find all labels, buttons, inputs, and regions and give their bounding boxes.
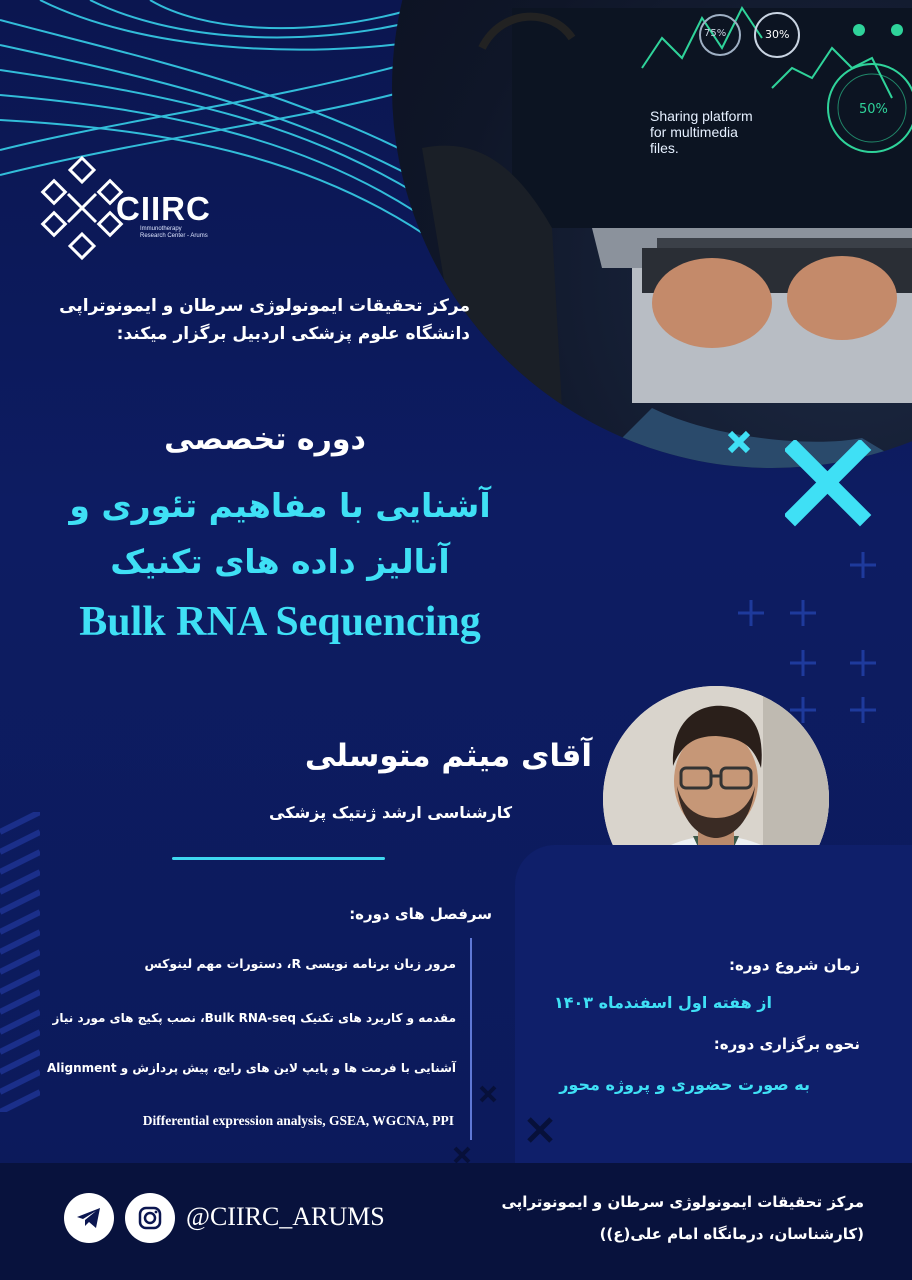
syllabus-rule	[470, 938, 472, 1140]
gauge-label-2: 30%	[765, 28, 790, 41]
start-label: زمان شروع دوره:	[729, 956, 860, 974]
course-title-line-2: آنالیز داده های تکنیک	[110, 542, 450, 581]
course-title-line-1: آشنایی با مفاهیم تئوری و	[69, 486, 491, 525]
small-x-icon	[725, 425, 785, 465]
hero-screen-text: Sharing platform for multimedia files.	[650, 108, 753, 156]
footer-org-line-1: مرکز تحقیقات ایمونولوژی سرطان و ایمونوتراپی	[501, 1193, 864, 1211]
course-label: دوره تخصصی	[164, 422, 366, 457]
organizer-line-2: دانشگاه علوم پزشکی اردبیل برگزار میکند:	[116, 324, 470, 344]
hero-photo	[392, 0, 912, 468]
small-x-icon-4	[452, 1145, 472, 1165]
organizer-text	[0, 292, 470, 348]
ciirc-logo	[38, 154, 238, 264]
instructor-name: آقای میثم متوسلی	[304, 738, 592, 774]
large-x-icon	[785, 440, 875, 530]
syllabus-item: مقدمه و کاربرد های تکنیک Bulk RNA-seq، نصب پکیج های مورد نیاز	[52, 1011, 456, 1025]
format-label: نحوه برگزاری دوره:	[713, 1035, 860, 1053]
logo-emblem-icon	[38, 154, 128, 262]
footer-org-line-2: (کارشناسان، درمانگاه امام علی(ع))	[599, 1225, 864, 1243]
logo-subtitle: Immunotherapy Research Center - Arums	[140, 226, 208, 239]
syllabus-heading: سرفصل های دوره:	[349, 905, 492, 923]
organizer-line-1: مرکز تحقیقات ایمونولوژی سرطان و ایمونوتراپی	[59, 296, 470, 316]
course-title-english: Bulk RNA Sequencing	[79, 599, 481, 645]
footer-org	[444, 1186, 864, 1250]
gauge-label-3: 50%	[859, 102, 888, 117]
instructor-degree: کارشناسی ارشد ژنتیک پزشکی	[269, 803, 512, 822]
social-handle[interactable]: @CIIRC_ARUMS	[186, 1202, 385, 1231]
syllabus-item: آشنایی با فرمت ها و پایپ لاین های رایج، پیش پردازش و Alignment	[47, 1061, 456, 1075]
section-divider	[172, 857, 385, 860]
syllabus-item: Differential expression analysis, GSEA, WGCNA, PPI	[142, 1113, 454, 1128]
format-value: به صورت حضوری و پروژه محور	[559, 1075, 810, 1094]
gauge-label-1: 75%	[704, 28, 727, 39]
logo-name: CIIRC	[116, 190, 211, 227]
course-title	[30, 478, 530, 590]
small-x-icon-3	[525, 1115, 555, 1145]
start-value: از هفته اول اسفندماه ۱۴۰۳	[553, 993, 772, 1012]
telegram-icon[interactable]	[64, 1193, 114, 1243]
syllabus-item: مرور زبان برنامه نویسی R، دستورات مهم لینوکس	[144, 956, 456, 971]
instagram-icon[interactable]	[125, 1193, 175, 1243]
